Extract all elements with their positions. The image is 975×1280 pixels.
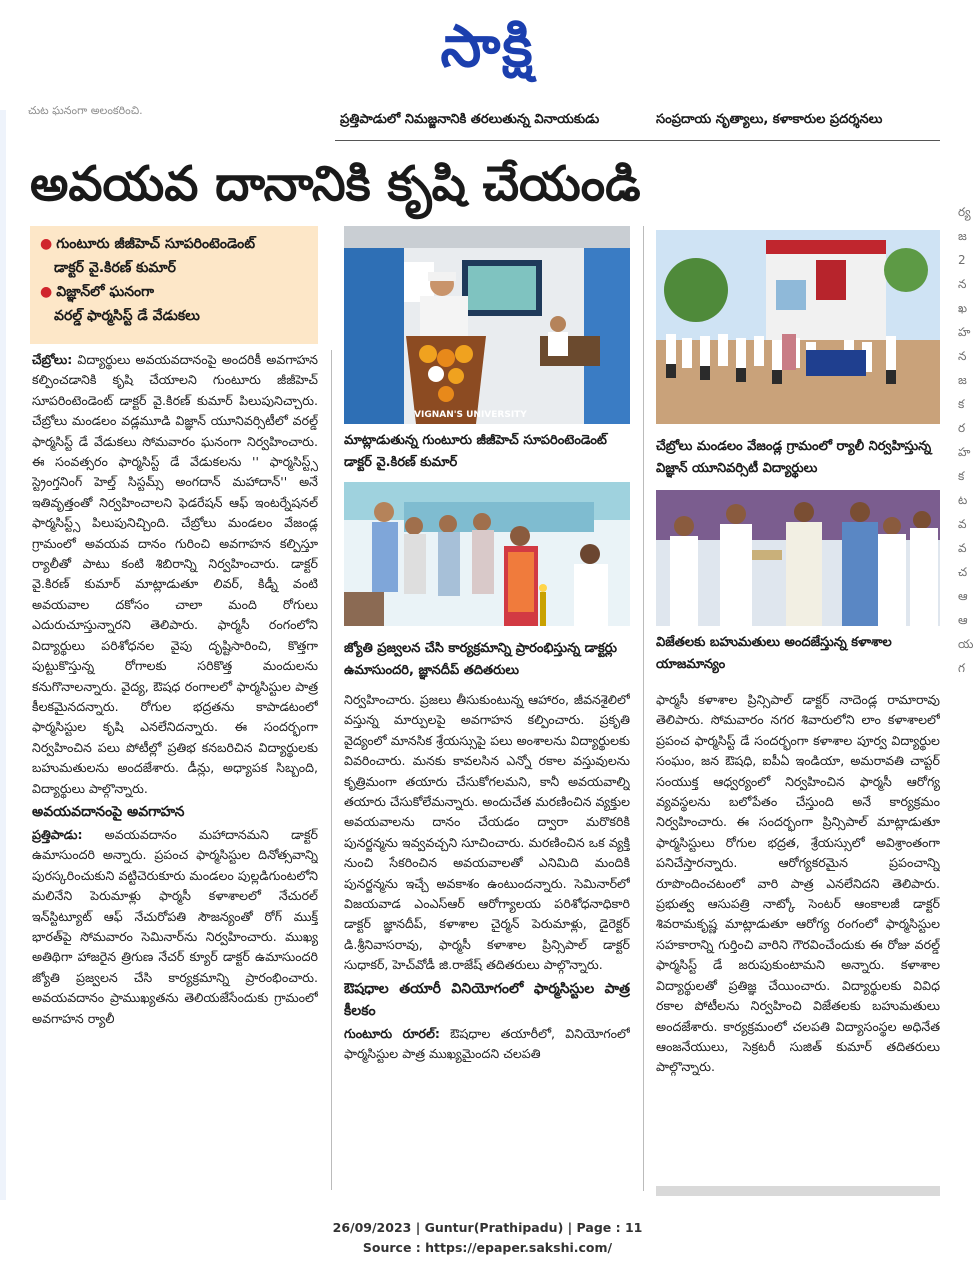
photo-speaker-image bbox=[344, 226, 630, 424]
podium-banner-text: VIGNAN'S UNIVERSITY bbox=[414, 410, 527, 420]
photo-lamp-lighting-image bbox=[344, 482, 630, 626]
page-footer bbox=[0, 1218, 975, 1258]
column2-para1: నిర్వహించారు. ప్రజలు తీసుకుంటున్న ఆహారం, జీవనశైలిలో వస్తున్న మార్పులపై అవగాహన కల్పించారు. ప్రకృతి వైద్యంలో మానసిక శ్రేయస్సుపై పలు అంశాలను విద్యార్థులకు వివరించారు. మనకు కావలసిన ఎన్నో రకాల వస్తువులను కృత్రిమంగా తయారు చేసుకోగలమని, కానీ అవయవాల్ని తయారు చేసుకోలేమన్నారు. అందుచేత మరణించిన వ్యక్తుల అవయవాలను దానం చేయడం ద్వారా మరొకరికి పునర్జన్మను ఇవ్వవచ్చని సూచించారు. మరణించిన ఒక వ్యక్తి నుంచి సేకరించిన అవయవాలతో ఎనిమిది మందికి పునర్జన్మను ఇచ్చే అవకాశం ఉంటుందన్నారు. సెమినార్‌లో విజయవాడ ఎంఎస్ఆర్ ఆరోగ్యాలయ పరిశోధనాధికారి డాక్టర్ జ్ఞానదీప్, కళాశాల చైర్మన్ పెరుమాళ్లు, డైరెక్టర్ డి.శ్రీనివాసరావు, ఫార్మసీ కళాశాల ప్రిన్సిపాల్ డాక్టర్ సుధాకర్, హెచ్‌వోడీ జి.రాజేష్ తదితరులు పాల్గొన్నారు. bbox=[344, 692, 630, 973]
newspaper-logo: సాక్షి bbox=[440, 12, 535, 80]
adjacent-article-edge: ర్య జ 2 న ఖ హ న జ క ర హ క ట వ వ చ ఆ ఆ య గ bbox=[958, 205, 974, 675]
bullet-icon: ● bbox=[40, 284, 53, 300]
highlight-item-2 bbox=[30, 280, 318, 304]
highlight-text-2: విజ్ఞాన్‌లో ఘనంగా bbox=[56, 284, 155, 300]
page-edge-strip bbox=[0, 110, 6, 1200]
highlight-item-1-cont: డాక్టర్ వై.కిరణ్ కుమార్ bbox=[54, 260, 176, 276]
footer-date-page: 26/09/2023 | Guntur(Prathipadu) | Page : 11 bbox=[332, 1220, 643, 1235]
column3-para1: ఫార్మసీ కళాశాల ప్రిన్సిపాల్ డాక్టర్ నాదెండ్ల రామారావు తెలిపారు. సోమవారం నగర శివారులోని లాం కళాశాలలో ప్రపంచ ఫార్మసిస్ట్ డే సందర్భంగా కళాశాల పూర్వ విద్యార్థుల సంఘం, జన ఔషధి, ఐపీఏ ఇండియా, అమరావతి చాప్టర్ సంయుక్త ఆధ్వర్యంలో నిర్వహించిన ఫార్మసీ ఆరోగ్య వ్యవస్థలను బలోపేతం చేస్తుంది అనే కార్యక్రమం నిర్వహించారు. ఈ సందర్భంగా ప్రిన్సిపాల్ మాట్లాడుతూ ఫార్మసిస్టులు రోగుల భద్రత, శ్రేయస్సులో అవిశ్రాంతంగా పనిచేస్తారన్నారు. ఆరోగ్యకరమైన ప్రపంచాన్ని రూపొందించటంలో వారి పాత్ర ఎనలేనిదని తెలిపారు. ప్రభుత్వ ఆసుపత్రి నాట్కో సెంటర్ ఆంకాలజీ డాక్టర్ శివరామకృష్ణ మాట్లాడుతూ ఆరోగ్య రంగంలో ఫార్మసిస్టుల సహకారాన్ని గుర్తించి వారిని గౌరవించేందుకు ఈ రోజు వరల్డ్ ఫార్మసిస్ట్ డే జరుపుకుంటామని అన్నారు. కళాశాల విద్యార్థులతో ప్రతిజ్ఞ చేయించారు. విద్యార్థులకు వివిధ రకాల పోటీలను నిర్వహించి విజేతలకు బహుమతులు అందజేశారు. కార్యక్రమంలో చలపతి విద్యాసంస్థల అధినేత ఆంజనేయులు, సెక్రటరీ సుజిత్ కుమార్ తదితరులు పాల్గొన్నారు. bbox=[656, 692, 940, 1075]
dateline: చేబ్రోలు: bbox=[32, 352, 73, 367]
masthead bbox=[0, 0, 975, 92]
column1-para2: అవయవదానం మహాదానమని డాక్టర్ ఉమాసుందరి అన్నారు. ప్రపంచ ఫార్మసిస్టుల దినోత్సవాన్ని పురస్కరించుకుని వట్టిచెరుకూరు మండలం పుల్లడిగుంటలోని మలినేని పెరుమాళ్లు ఫార్మసీ కళాశాలలో నేచురల్ ఇన్‌స్టిట్యూట్ ఆఫ్ నేచురోపతి సౌజన్యంతో రోగ్ ముక్త్ భారత్‌పై సోమవారం సెమినార్‌ను నిర్వహించారు. ముఖ్య అతిథిగా హాజరైన త్రిగుణ నేచర్ క్యూర్ డాక్టర్ ఉమాసుందరి జ్యోతి ప్రజ్వలన చేసి కార్యక్రమాన్ని ప్రారంభించారు. అవయవదానం ప్రాముఖ్యతను తెలియజేసేందుకు గ్రామంలో అవగాహన ర్యాలీ bbox=[32, 826, 318, 1026]
highlight-box bbox=[30, 226, 318, 344]
top-photo-caption-2: సంప్రదాయ నృత్యాలు, కళాకారుల ప్రదర్శనలు bbox=[656, 112, 883, 127]
subheading-2: ఔషధాల తయారీ వినియోగంలో ఫార్మసిస్టుల పాత్ర కీలకం bbox=[344, 980, 630, 1019]
footer-source-link[interactable]: Source : https://epaper.sakshi.com/ bbox=[362, 1240, 613, 1255]
article-headline: అవయవ దానానికి కృషి చేయండి bbox=[30, 156, 641, 212]
photo-prize-distribution-image bbox=[656, 490, 940, 626]
previous-article-fragment: చుట ఘనంగా అలంకరించి. bbox=[28, 104, 143, 117]
photo-caption-2: చేబ్రోలు మండలం వేజండ్ల గ్రామంలో ర్యాలీ నిర్వహిస్తున్న విజ్ఞాన్ యూనివర్సిటీ విద్యార్థులు bbox=[656, 439, 932, 476]
article-column-3 bbox=[656, 690, 940, 1165]
column2-para2: ఔషధాల తయారీలో, వినియోగంలో ఫార్మసిస్టుల పాత్ర ముఖ్యమైందని చలపతి bbox=[344, 1025, 630, 1062]
top-divider bbox=[335, 140, 940, 141]
photo-speaker bbox=[344, 226, 630, 424]
dateline-2: ప్రత్తిపాడు: bbox=[32, 826, 83, 842]
article-column-1 bbox=[32, 350, 318, 1165]
photo-caption-1: మాట్లాడుతున్న గుంటూరు జీజీహెచ్ సూపరింటెండెంట్ డాక్టర్ వై.కిరణ్ కుమార్ bbox=[344, 433, 607, 470]
subheading: అవయవదానంపై అవగాహన bbox=[32, 803, 185, 820]
highlight-item-1 bbox=[30, 232, 318, 256]
photo-caption-3: జ్యోతి ప్రజ్వలన చేసి కార్యక్రమాన్ని ప్రారంభిస్తున్న డాక్టర్లు ఉమాసుందరి, జ్ఞానదీప్ తదితరులు bbox=[344, 641, 617, 678]
photo-rally bbox=[656, 230, 940, 424]
photo-caption-4: విజేతలకు బహుమతులు అందజేస్తున్న కళాశాల యాజమాన్యం bbox=[656, 635, 892, 672]
top-photo-caption-1: ప్రత్తిపాడులో నిమజ్జనానికి తరలుతున్న వినాయకుడు bbox=[340, 112, 600, 127]
bullet-icon: ● bbox=[40, 236, 53, 252]
bottom-divider-bar bbox=[656, 1186, 940, 1196]
dateline-3: గుంటూరు రూరల్: bbox=[344, 1025, 440, 1041]
column-divider bbox=[331, 350, 332, 1190]
column1-para1: విద్యార్థులు అవయవదానంపై అందరికీ అవగాహన కల్పించడానికి కృషి చేయాలని గుంటూరు జీజీహెచ్ సూపరింటెండెంట్ డాక్టర్ వై.కిరణ్ కుమార్ పిలుపునిచ్చారు. చేబ్రోలు మండలం వడ్లమూడి విజ్ఞాన్ యూనివర్సిటీలో వరల్డ్ ఫార్మసిస్ట్ డే వేడుకలు సోమవారం ఘనంగా నిర్వహించారు. ఈ సంవత్సరం ఫార్మసిస్ట్ డే వేడుకలను '' ఫార్మసిస్ట్స్ స్ట్రెంగ్తనింగ్ హెల్త్ సిస్టమ్స్ అంగదాన్ మహాదాన్'' అనే ఇతివృత్తంతో నిర్వహించాలని ఫెడరేషన్ ఆఫ్ ఇంటర్నేషనల్ ఫార్మసిస్ట్స్ పిలుపునిచ్చింది. చేబ్రోలు మండలం వేజండ్ల గ్రామంలో అవయవ దానం గురించి అవగాహన కల్పిస్తూ ర్యాలీతో పాటు కంటి శిబిరాన్ని నిర్వహించారు. డాక్టర్ వై.కిరణ్ కుమార్ మాట్లాడుతూ లివర్, కిడ్నీ వంటి అవయవాల దకోసం చాలా మంది రోగులు ఎదురుచూస్తున్నారని తెలిపారు. ఫార్మసీ రంగంలోని విద్యార్థులు పరిశోధనల వైపు దృష్టిసారించి, కొత్తగా పుట్టుకొస్తున్న రోగాలకు సరికొత్త మందులను కనుగొనాలన్నారు. వైద్య, ఔషధ రంగాలలో ఫార్మసిస్టుల పాత్ర కీలకమైనదన్నారు. రోగుల భద్రతను కాపాడటంలో ఫార్మసిస్టుల కృషి ఎనలేనిదన్నారు. ఈ సందర్భంగా నిర్వహించిన పలు పోటీల్లో ప్రతిభ కనబరిచిన విద్యార్థులకు బహుమతులను అందజేశారు. డీన్లు, అధ్యాపక సిబ్బంది, విద్యార్థులు పాల్గొన్నారు. bbox=[32, 352, 318, 796]
photo-lamp-lighting bbox=[344, 482, 630, 626]
column-divider bbox=[643, 226, 644, 1191]
highlight-item-2-cont: వరల్డ్ ఫార్మసిస్ట్ డే వేడుకలు bbox=[54, 308, 200, 324]
article-column-2 bbox=[344, 690, 630, 1165]
photo-rally-image bbox=[656, 230, 940, 424]
photo-prize-distribution bbox=[656, 490, 940, 626]
highlight-text-1: గుంటూరు జీజీహెచ్ సూపరింటెండెంట్ bbox=[56, 236, 256, 252]
